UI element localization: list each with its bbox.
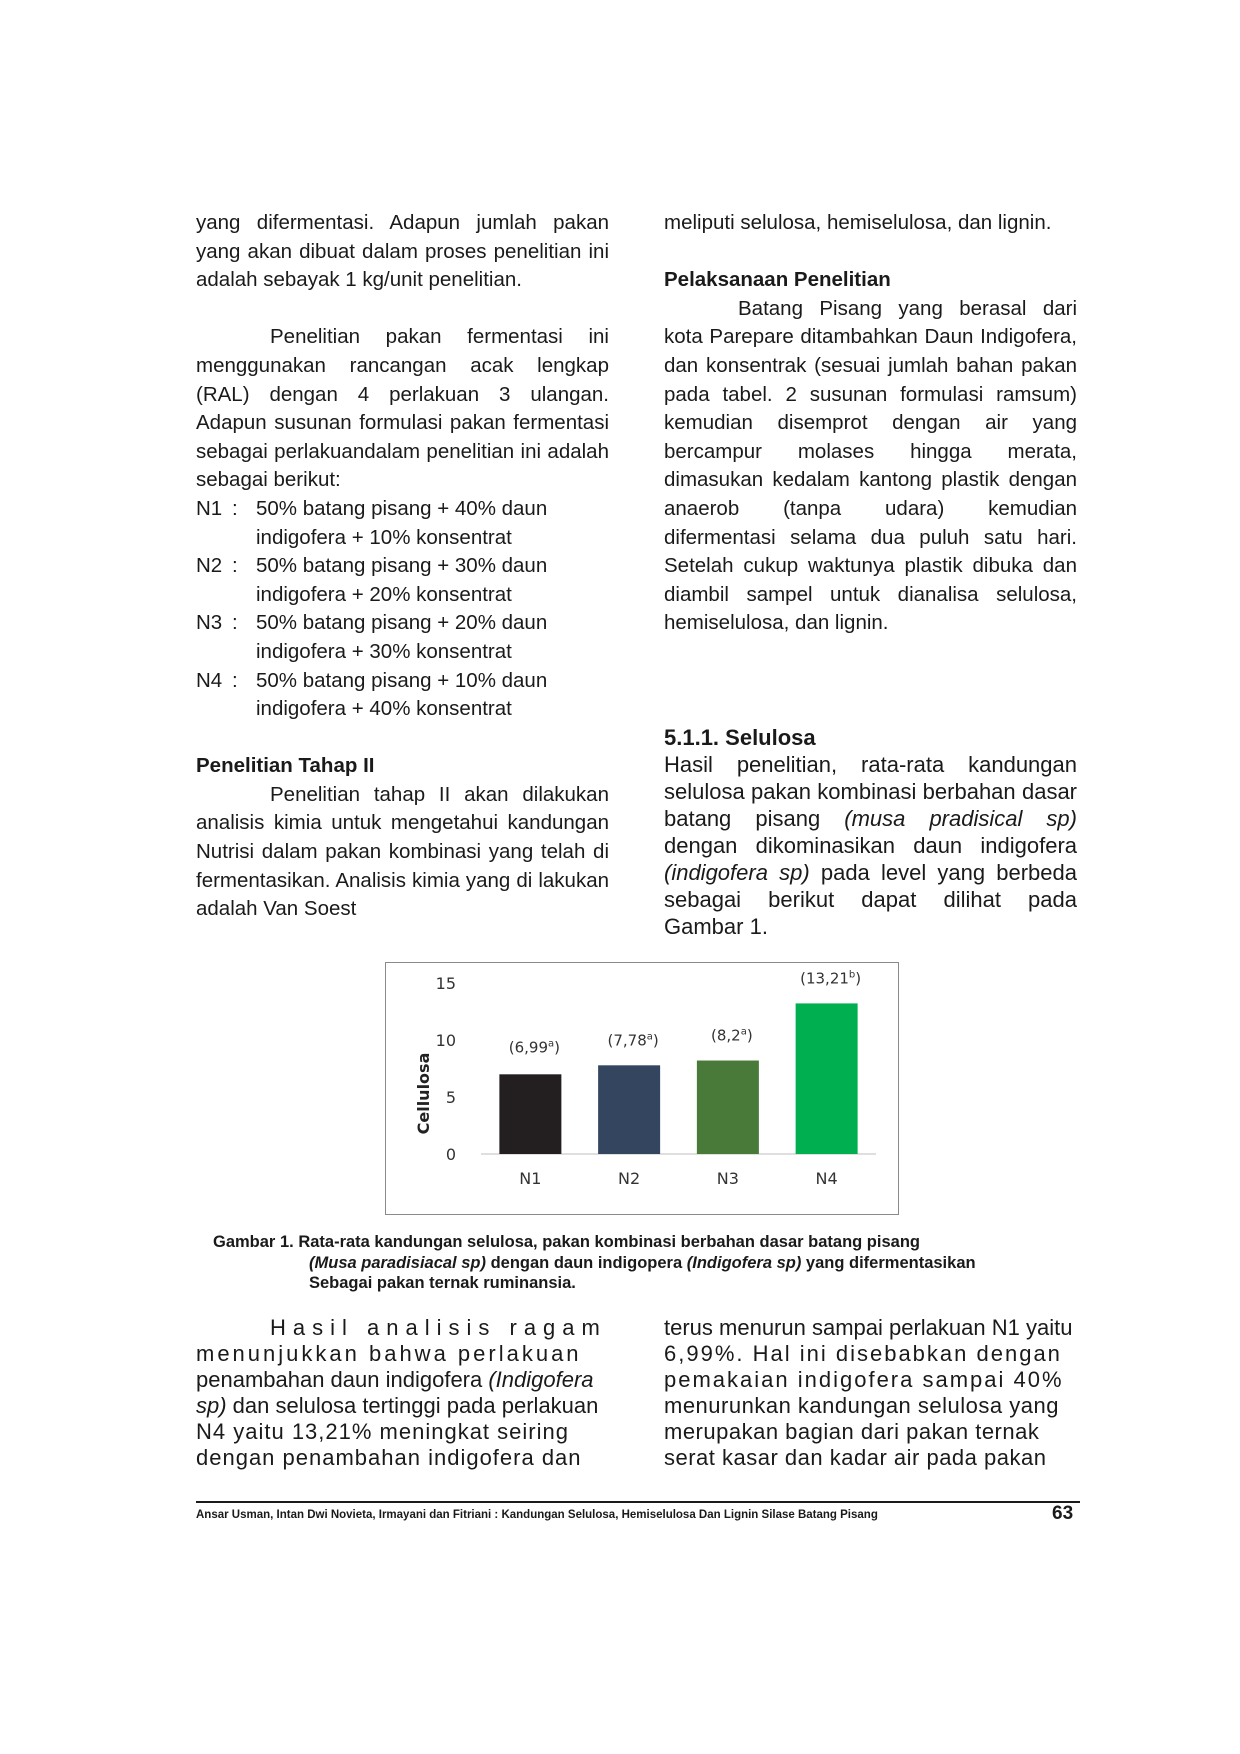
page-number: 63 [1052,1503,1074,1524]
x-tick-label: N3 [716,1169,739,1188]
data-label: (6,99$^a$) [508,1038,561,1057]
paragraph-van-soest-cont: meliputi selulosa, hemiselulosa, dan lignin. [664,211,1052,234]
treatment-item: N2 : 50% batang pisang + 30% daun [196,554,548,578]
cellulose-bar-chart [385,962,899,1215]
bar [499,1074,561,1154]
x-tick-label: N2 [618,1169,641,1188]
heading-pelaksanaan: Pelaksanaan Penelitian [664,268,891,292]
bar [697,1061,759,1154]
footer-rule [196,1501,1080,1503]
treatment-item: N1 : 50% batang pisang + 40% daun [196,496,548,520]
bar [796,1003,858,1154]
bar [598,1065,660,1154]
treatment-item-cont: indigofera + 20% konsentrat [256,582,512,606]
paragraph-tahap-2: Penelitian tahap II akan dilakukan analisis kimia untuk mengetahui kandungan Nutrisi dalam pakan kombinasi yang telah di fermentasikan. Analisis kimia yang di lakukan adalah Van Soest [196,782,609,921]
y-tick-label: 15 [435,974,456,993]
figure-caption: Gambar 1. Rata-rata kandungan selulosa, pakan kombinasi berbahan dasar batang pisang (Musa paradisiacal sp) dengan daun indigopera (Indigofera sp) yang difermentasikan Sebagai pakan ternak ruminansia. [213,1233,976,1292]
paragraph-design: Penelitian pakan fermentasi ini menggunakan rancangan acak lengkap (RAL) dengan 4 perlakuan 3 ulangan. Adapun susunan formulasi pakan fermentasi sebagai perlakuandalam penelitian ini adalah sebagai berikut: [196,325,609,492]
bottom-right-paragraph: terus menurun sampai perlakuan N1 yaitu 6,99%. Hal ini disebabkan dengan pemakaian indigofera sampai 40% menurunkan kandungan selulosa yang merupakan bagian dari pakan ternak serat kasar dan kadar air pada pakan [664,1315,1073,1470]
footer-authors: Ansar Usman, Intan Dwi Novieta, Irmayani dan Fitriani : Kandungan Selulosa, Hemiselulosa Dan Lignin Silase Batang Pisang [196,1509,878,1521]
y-tick-label: 0 [445,1145,456,1164]
paragraph-selulosa: Hasil penelitian, rata-rata kandungan selulosa pakan kombinasi berbahan dasar batang pisang (musa pradisical sp) dengan dikominasikan daun indigofera (indigofera sp) pada level yang berbeda sebagai berikut dapat dilihat pada Gambar 1. [664,752,1077,939]
treatment-item: N3 : 50% batang pisang + 20% daun [196,611,548,635]
heading-selulosa: 5.1.1. Selulosa [664,725,816,750]
caption-label: Gambar 1. [213,1233,294,1251]
x-tick-label: N4 [815,1169,838,1188]
results-section [664,724,1077,940]
bottom-left-paragraph: Hasil analisis ragam menunjukkan bahwa perlakuan penambahan daun indigofera (Indigofera sp) dan selulosa tertinggi pada perlakuan N4 yaitu 13,21% meningkat seiring dengan penambahan indigofera dan [196,1315,607,1470]
right-column [664,209,1077,638]
x-tick-label: N1 [519,1169,542,1188]
treatment-item: N4 : 50% batang pisang + 10% daun [196,668,548,692]
y-axis-label: Cellulosa [414,1052,433,1135]
left-column [196,209,609,924]
treatment-item-cont: indigofera + 40% konsentrat [256,697,512,721]
data-label: (7,78$^a$) [607,1031,659,1050]
chart-canvas [386,963,898,1214]
y-tick-label: 5 [445,1088,456,1107]
treatment-item-cont: indigofera + 30% konsentrat [256,639,512,663]
treatment-item-cont: indigofera + 10% konsentrat [256,525,512,549]
data-label: (13,21$^b$) [800,969,862,988]
data-label: (8,2$^a$) [711,1026,753,1045]
y-tick-label: 10 [435,1031,456,1050]
paragraph-intro: yang difermentasi. Adapun jumlah pakan yang akan dibuat dalam proses penelitian ini adalah sebayak 1 kg/unit penelitian. [196,211,609,292]
treatment-list [196,495,609,724]
paragraph-pelaksanaan: Batang Pisang yang berasal dari kota Parepare ditambahkan Daun Indigofera, dan konsentrak (sesuai jumlah bahan pakan pada tabel. 2 susunan formulasi ramsum) kemudian disemprot dengan air yang bercampur molases hingga merata, dimasukan kedalam kantong plastik dengan anaerob (tanpa udara) kemudian difermentasi selama dua puluh satu hari. Setelah cukup waktunya plastik dibuka dan diambil sampel untuk dianalisa selulosa, hemiselulosa, dan lignin. [664,296,1077,635]
heading-tahap-2: Penelitian Tahap II [196,754,375,778]
